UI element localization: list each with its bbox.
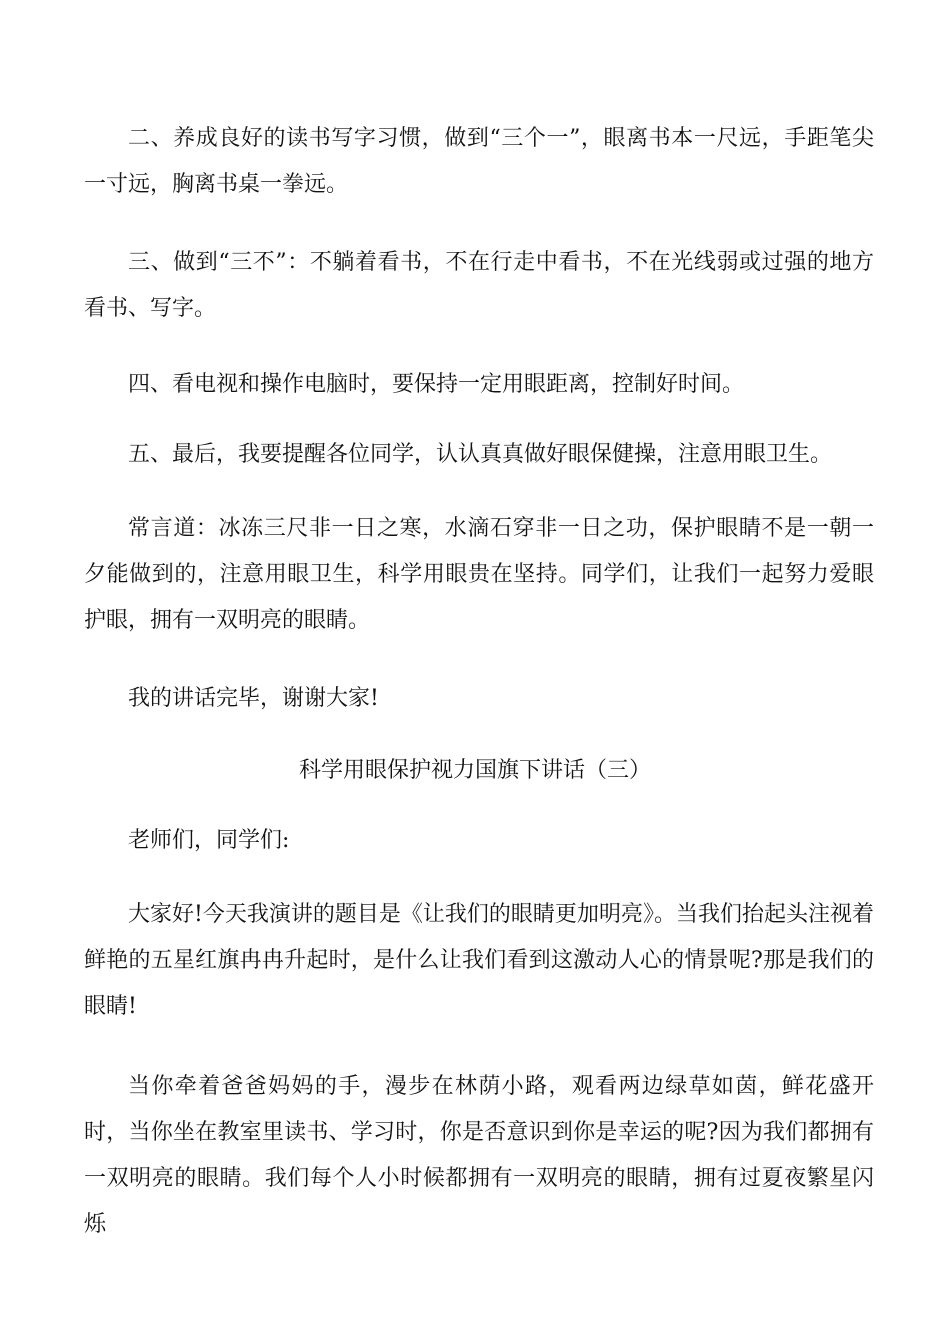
- paragraph-eye-exercises: 五、最后，我要提醒各位同学，认认真真做好眼保健操，注意用眼卫生。: [128, 442, 833, 467]
- paragraph-fortunate-eyes: 当你牵着爸爸妈妈的手，漫步在林荫小路，观看两边绿草如茵，鲜花盛开时，当你坐在教室里读书、学习时，你是否意识到你是幸运的呢?因为我们都拥有一双明亮的眼睛。我们每个人小时候都拥有一双明亮的眼睛，拥有过夏夜繁星闪烁: [84, 1074, 874, 1237]
- paragraph-proverb: 常言道：冰冻三尺非一日之寒，水滴石穿非一日之功，保护眼睛不是一朝一夕能做到的，注意用眼卫生，科学用眼贵在坚持。同学们，让我们一起努力爱眼护眼，拥有一双明亮的眼睛。: [84, 516, 874, 633]
- section-title: 科学用眼保护视力国旗下讲话（三）: [298, 758, 651, 783]
- paragraph-greeting: 老师们，同学们:: [128, 828, 290, 853]
- paragraph-reading-habits: 二、养成良好的读书写字习惯，做到“三个一”，眼离书本一尺远，手距笔尖一寸远，胸离书桌一拳远。: [84, 126, 874, 197]
- paragraph-tv-computer: 四、看电视和操作电脑时，要保持一定用眼距离，控制好时间。: [128, 372, 745, 397]
- paragraph-closing: 我的讲话完毕，谢谢大家!: [128, 686, 379, 711]
- paragraph-three-nots: 三、做到“三不”：不躺着看书，不在行走中看书，不在光线弱或过强的地方看书、写字。: [84, 250, 874, 321]
- paragraph-speech-intro: 大家好!今天我演讲的题目是《让我们的眼睛更加明亮》。当我们抬起头注视着鲜艳的五星红旗冉冉升起时，是什么让我们看到这激动人心的情景呢?那是我们的眼睛!: [84, 902, 874, 1019]
